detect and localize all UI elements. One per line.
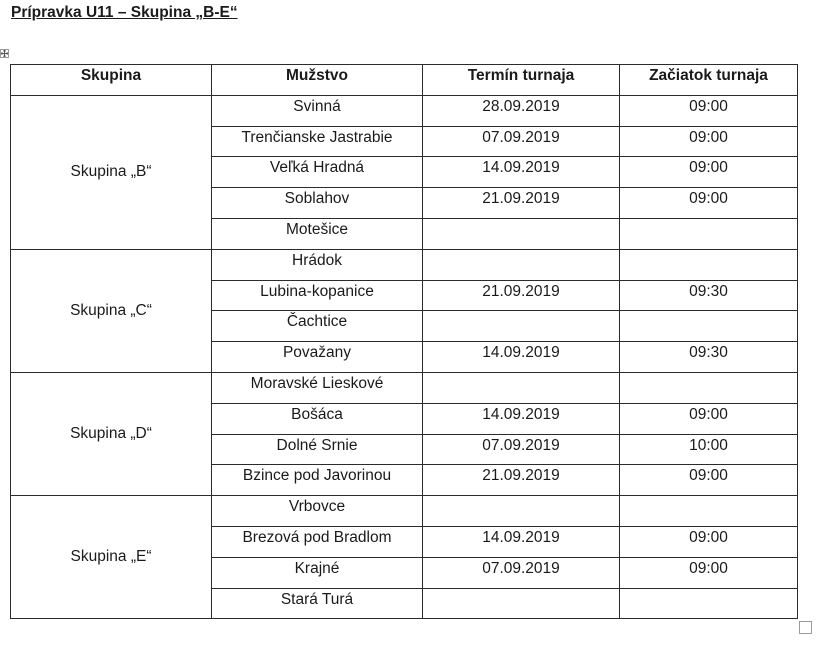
team-cell: Stará Turá xyxy=(212,588,423,619)
date-cell: 14.09.2019 xyxy=(423,526,620,557)
table-row xyxy=(11,95,798,126)
date-cell xyxy=(423,218,620,249)
team-cell: Čachtice xyxy=(212,311,423,342)
date-cell xyxy=(423,249,620,280)
team-cell: Považany xyxy=(212,342,423,373)
date-cell xyxy=(423,372,620,403)
team-cell: Bzince pod Javorinou xyxy=(212,465,423,496)
start-time-cell: 09:00 xyxy=(620,557,798,588)
date-cell: 28.09.2019 xyxy=(423,95,620,126)
table-row xyxy=(11,372,798,403)
start-time-cell: 09:00 xyxy=(620,465,798,496)
date-cell: 07.09.2019 xyxy=(423,434,620,465)
date-cell: 14.09.2019 xyxy=(423,342,620,373)
group-name-cell: Skupina „E“ xyxy=(11,496,212,619)
table-resize-handle[interactable] xyxy=(799,621,812,634)
team-cell: Bošáca xyxy=(212,403,423,434)
start-time-cell: 09:00 xyxy=(620,188,798,219)
table-row xyxy=(11,496,798,527)
group-name-cell: Skupina „C“ xyxy=(11,249,212,372)
header-zaciatok: Začiatok turnaja xyxy=(620,65,798,96)
date-cell: 07.09.2019 xyxy=(423,557,620,588)
date-cell: 14.09.2019 xyxy=(423,403,620,434)
start-time-cell xyxy=(620,372,798,403)
team-cell: Brezová pod Bradlom xyxy=(212,526,423,557)
team-cell: Dolné Srnie xyxy=(212,434,423,465)
header-skupina: Skupina xyxy=(11,65,212,96)
date-cell xyxy=(423,496,620,527)
team-cell: Krajné xyxy=(212,557,423,588)
start-time-cell xyxy=(620,311,798,342)
team-cell: Svinná xyxy=(212,95,423,126)
start-time-cell xyxy=(620,218,798,249)
team-cell: Vrbovce xyxy=(212,496,423,527)
table-move-handle-icon[interactable] xyxy=(0,49,9,58)
start-time-cell: 09:00 xyxy=(620,157,798,188)
start-time-cell: 09:30 xyxy=(620,342,798,373)
start-time-cell xyxy=(620,588,798,619)
date-cell xyxy=(423,588,620,619)
table-header-row xyxy=(11,65,798,96)
team-cell: Trenčianske Jastrabie xyxy=(212,126,423,157)
team-cell: Motešice xyxy=(212,218,423,249)
date-cell: 14.09.2019 xyxy=(423,157,620,188)
table-row xyxy=(11,249,798,280)
start-time-cell: 09:00 xyxy=(620,95,798,126)
header-termin: Termín turnaja xyxy=(423,65,620,96)
date-cell xyxy=(423,311,620,342)
date-cell: 07.09.2019 xyxy=(423,126,620,157)
start-time-cell: 09:00 xyxy=(620,526,798,557)
start-time-cell xyxy=(620,496,798,527)
start-time-cell xyxy=(620,249,798,280)
group-name-cell: Skupina „B“ xyxy=(11,95,212,249)
schedule-table xyxy=(10,64,798,619)
team-cell: Hrádok xyxy=(212,249,423,280)
team-cell: Moravské Lieskové xyxy=(212,372,423,403)
date-cell: 21.09.2019 xyxy=(423,465,620,496)
header-muzstvo: Mužstvo xyxy=(212,65,423,96)
document-title: Prípravka U11 – Skupina „B-E“ xyxy=(11,4,238,21)
date-cell: 21.09.2019 xyxy=(423,188,620,219)
team-cell: Soblahov xyxy=(212,188,423,219)
start-time-cell: 10:00 xyxy=(620,434,798,465)
group-name-cell: Skupina „D“ xyxy=(11,372,212,495)
start-time-cell: 09:00 xyxy=(620,126,798,157)
start-time-cell: 09:00 xyxy=(620,403,798,434)
date-cell: 21.09.2019 xyxy=(423,280,620,311)
team-cell: Veľká Hradná xyxy=(212,157,423,188)
team-cell: Lubina-kopanice xyxy=(212,280,423,311)
start-time-cell: 09:30 xyxy=(620,280,798,311)
